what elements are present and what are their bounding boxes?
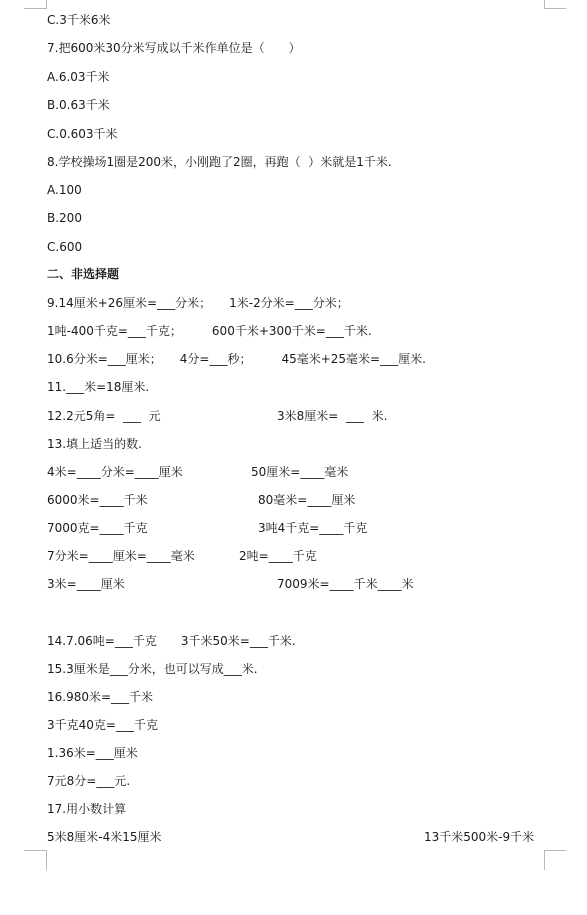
q13-item: 4米=____分米=____厘米 [47, 465, 183, 479]
question-8: 8.学校操场1圈是200米，小刚跑了2圈，再跑（ ）米就是1千米. [47, 155, 392, 169]
option-a: A.6.03千米 [47, 70, 110, 84]
question-7: 7.把600米30分米写成以千米作单位是（ ） [47, 41, 301, 55]
question-16-line-3: 1.36米=___厘米 [47, 746, 138, 760]
crop-mark-bottom-left-v [46, 850, 47, 870]
question-11: 11.___米=18厘米. [47, 380, 150, 394]
question-16-line-2: 3千克40克=___千克 [47, 718, 158, 732]
option-c: C.0.603千米 [47, 127, 118, 141]
crop-mark-top-left-h [24, 8, 46, 9]
option-a: A.100 [47, 183, 82, 197]
question-13: 13.填上适当的数. [47, 437, 142, 451]
q13-item: 3米=____厘米 [47, 577, 125, 591]
q13-item: 2吨=____千克 [239, 549, 317, 563]
q13-item: 7009米=____千米____米 [277, 577, 414, 591]
question-15: 15.3厘米是___分米，也可以写成___米. [47, 662, 258, 676]
question-9-line-2: 1吨-400千克=___千克； 600千米+300千米=___千米. [47, 324, 372, 338]
q13-item: 7分米=____厘米=____毫米 [47, 549, 195, 563]
q13-item: 7000克=____千克 [47, 521, 148, 535]
q17-item-right: 13千米500米-9千米 [424, 830, 535, 844]
q13-item: 3吨4千克=____千克 [258, 521, 368, 535]
option-b: B.200 [47, 211, 82, 225]
q13-item: 80毫米=____厘米 [258, 493, 356, 507]
crop-mark-top-left-v [46, 0, 47, 9]
crop-mark-top-right-h [544, 8, 566, 9]
question-14: 14.7.06吨=___千克 3千米50米=___千米. [47, 634, 296, 648]
question-16-line-1: 16.980米=___千米 [47, 690, 154, 704]
crop-mark-bottom-right-v [544, 850, 545, 870]
crop-mark-bottom-right-h [544, 850, 566, 851]
question-12-part-2: 3米8厘米= ___ 米. [277, 409, 388, 423]
question-16-line-4: 7元8分=___元. [47, 774, 131, 788]
option-7c-prev: C.3千米6米 [47, 13, 111, 27]
crop-mark-top-right-v [544, 0, 545, 9]
question-12-part-1: 12.2元5角= ___ 元 [47, 409, 161, 423]
question-9-line-1: 9.14厘米+26厘米=___分米； 1米-2分米=___分米； [47, 296, 349, 310]
q13-item: 6000米=____千米 [47, 493, 148, 507]
option-c: C.600 [47, 240, 83, 254]
question-10: 10.6分米=___厘米； 4分=___秒； 45毫米+25毫米=___厘米. [47, 352, 426, 366]
crop-mark-bottom-left-h [24, 850, 46, 851]
section-heading: 二、非选择题 [47, 267, 120, 281]
option-b: B.0.63千米 [47, 98, 110, 112]
q17-item-left: 5米8厘米-4米15厘米 [47, 830, 162, 844]
question-17: 17.用小数计算 [47, 802, 127, 816]
q13-item: 50厘米=____毫米 [251, 465, 349, 479]
